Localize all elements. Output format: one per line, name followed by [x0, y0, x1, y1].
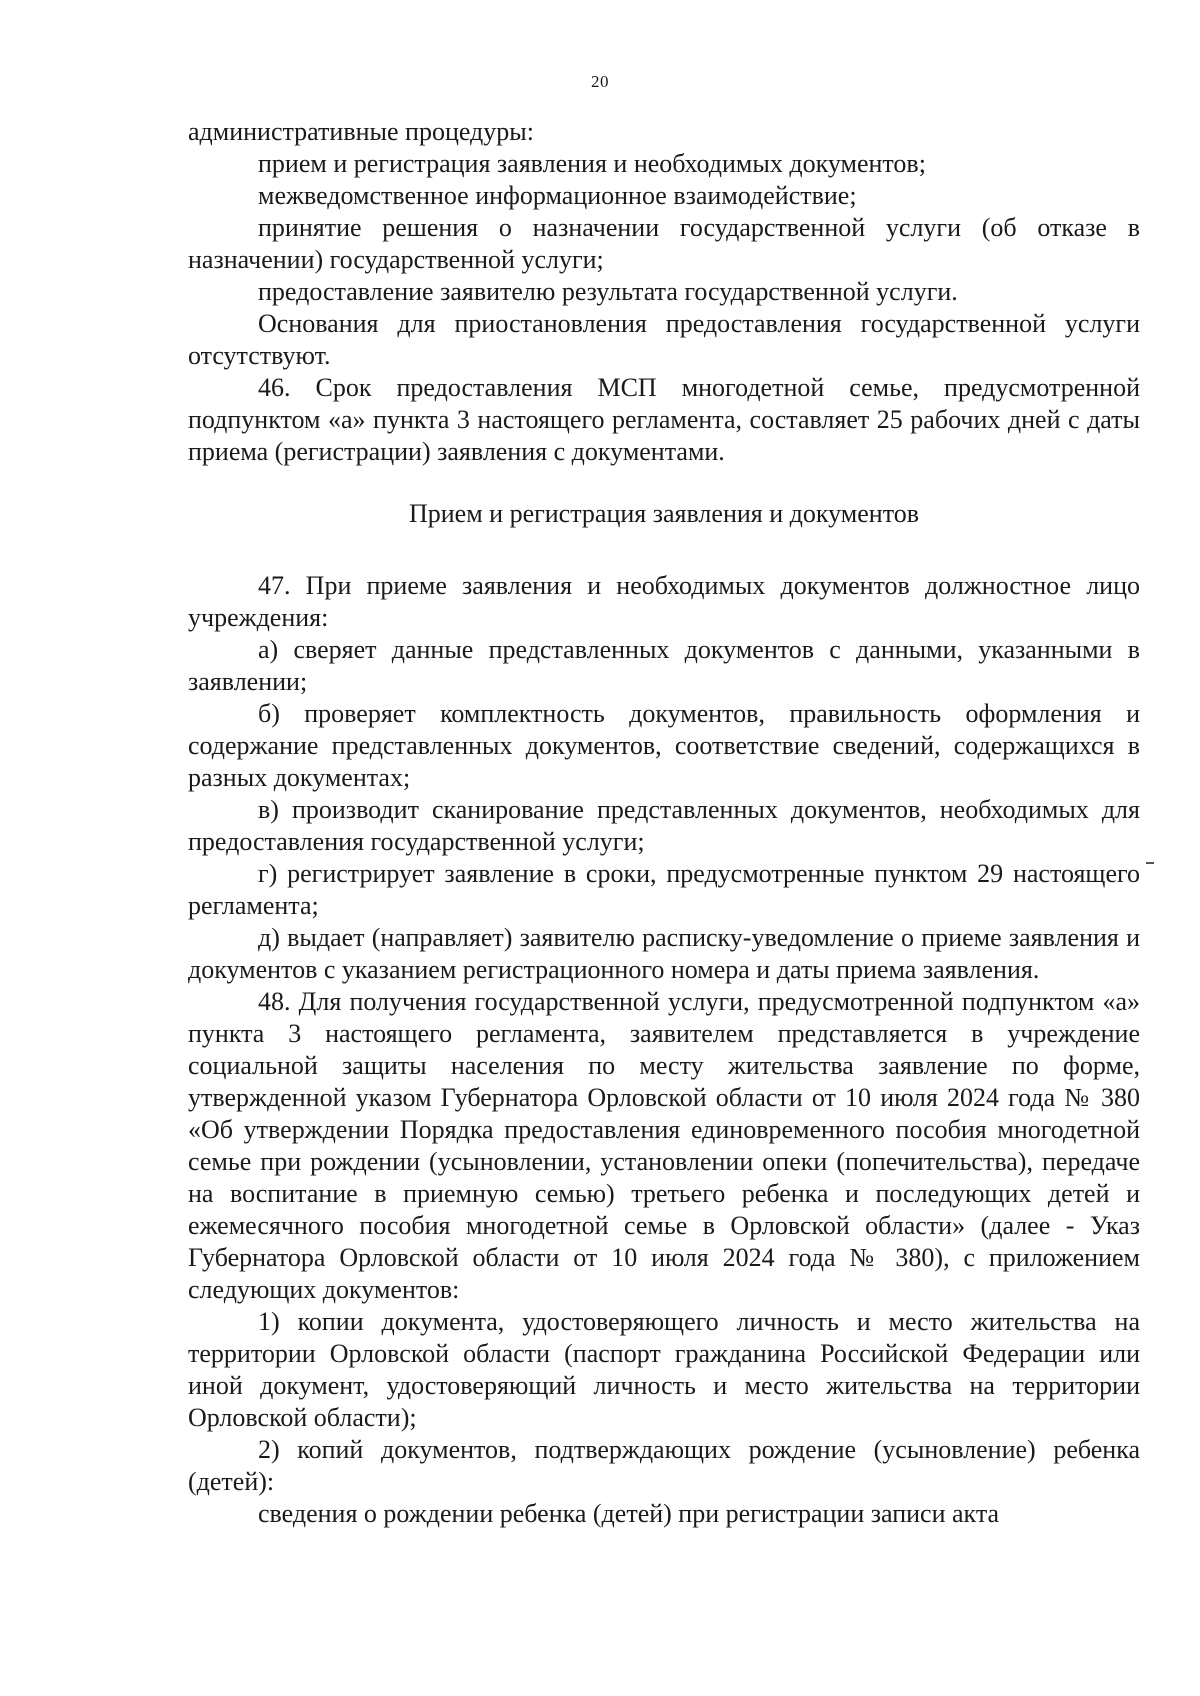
paragraph: принятие решения о назначении государственной услуги (об отказе в назначении) государственной услуги;	[188, 213, 1140, 274]
paragraph: прием и регистрация заявления и необходимых документов;	[258, 149, 926, 178]
paragraph: Основания для приостановления предоставления государственной услуги отсутствуют.	[188, 309, 1140, 370]
paragraph: в) производит сканирование представленных документов, необходимых для предоставления государственной услуги;	[188, 795, 1140, 856]
paragraph: д) выдает (направляет) заявителю расписку-уведомление о приеме заявления и документов с указанием регистрационного номера и даты приема заявления.	[188, 923, 1140, 984]
paragraph: 46. Срок предоставления МСП многодетной семье, предусмотренной подпунктом «а» пункта 3 настоящего регламента, составляет 25 рабочих дней с даты приема (регистрации) заявления с документами.	[188, 373, 1140, 466]
paragraph: сведения о рождении ребенка (детей) при регистрации записи акта	[258, 1499, 1000, 1528]
paragraph: 47. При приеме заявления и необходимых документов должностное лицо учреждения:	[188, 571, 1140, 632]
paragraph: предоставление заявителю результата государственной услуги.	[258, 277, 958, 306]
paragraph: межведомственное информационное взаимодействие;	[258, 181, 857, 210]
paragraph: 2) копий документов, подтверждающих рождение (усыновление) ребенка (детей):	[188, 1435, 1140, 1496]
paragraph: а) сверяет данные представленных документов с данными, указанными в заявлении;	[188, 635, 1140, 696]
paragraph: г) регистрирует заявление в сроки, предусмотренные пунктом 29 настоящего регламента;	[188, 859, 1140, 920]
section-heading: Прием и регистрация заявления и документов	[408, 499, 920, 528]
paragraph: административные процедуры:	[188, 117, 534, 146]
scan-artifact-mark	[1146, 862, 1154, 864]
paragraph: 1) копии документа, удостоверяющего личность и место жительства на территории Орловской области (паспорт гражданина Российской Федерации или иной документ, удостоверяющий личность и место жительства на территории Орловской области);	[188, 1307, 1140, 1432]
paragraph: 48. Для получения государственной услуги, предусмотренной подпунктом «а» пункта 3 настоящего регламента, заявителем представляется в учреждение социальной защиты населения по месту жительства заявление по форме, утвержденной указом Губернатора Орловской области от 10 июля 2024 года № 380 «Об утверждении Порядка предоставления единовременного пособия многодетной семье при рождении (усыновлении, установлении опеки (попечительства), передаче на воспитание в приемную семью) третьего ребенка и последующих детей и ежемесячного пособия многодетной семье в Орловской области» (далее - Указ Губернатора Орловской области от 10 июля 2024 года № 380), с приложением следующих документов:	[188, 987, 1140, 1304]
document-body	[188, 116, 1140, 1530]
page-number: 20	[591, 72, 609, 91]
paragraph: б) проверяет комплектность документов, правильность оформления и содержание представленных документов, соответствие сведений, содержащихся в разных документах;	[188, 699, 1140, 792]
